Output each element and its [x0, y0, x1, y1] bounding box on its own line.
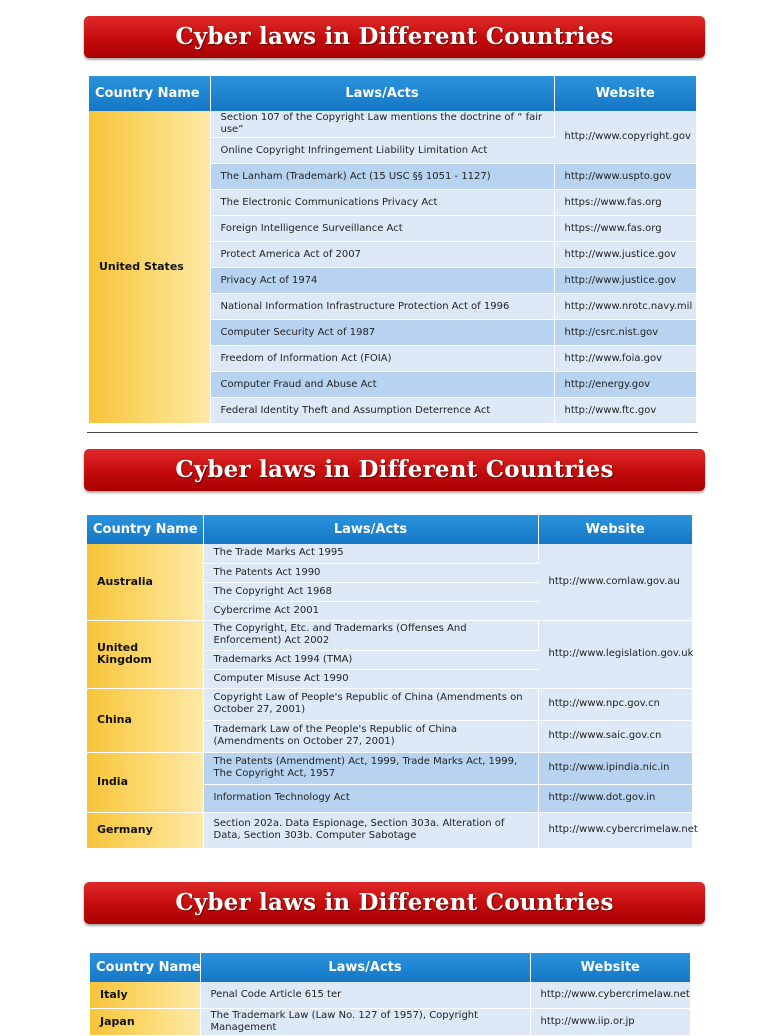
country-united-states: United States	[89, 111, 210, 424]
law-act: Privacy Act of 1974	[210, 268, 554, 294]
website-link[interactable]: http://www.iip.or.jp	[530, 1008, 690, 1035]
law-act: Trademark Law of the People's Republic of China (Amendments on October 27, 2001)	[203, 720, 538, 752]
website-link[interactable]: http://www.ipindia.nic.in	[538, 752, 692, 784]
website-link[interactable]: http://www.cybercrimelaw.net	[530, 982, 690, 1008]
intl-laws-table-continued	[90, 953, 690, 1036]
website-link[interactable]: http://www.comlaw.gov.au	[538, 544, 692, 620]
website-link[interactable]: http://energy.gov	[554, 372, 696, 398]
website-link[interactable]: http://www.foia.gov	[554, 346, 696, 372]
country-italy: Italy	[90, 982, 200, 1008]
website-link[interactable]: http://csrc.nist.gov	[554, 320, 696, 346]
country-name-header: Country Name	[89, 76, 210, 111]
law-act: Computer Fraud and Abuse Act	[210, 372, 554, 398]
website-link[interactable]: http://www.uspto.gov	[554, 164, 696, 190]
law-act: The Trade Marks Act 1995	[203, 544, 538, 563]
table-header-row	[90, 953, 690, 982]
law-act: Cybercrime Act 2001	[203, 601, 538, 620]
law-act: Foreign Intelligence Surveillance Act	[210, 216, 554, 242]
website-link[interactable]: http://www.cybercrimelaw.net	[538, 812, 692, 848]
laws-acts-header: Laws/Acts	[203, 515, 538, 544]
law-act: Federal Identity Theft and Assumption Deterrence Act	[210, 398, 554, 424]
table-row	[87, 620, 692, 650]
law-act: The Copyright, Etc. and Trademarks (Offenses And Enforcement) Act 2002	[203, 620, 538, 650]
website-link[interactable]: http://www.dot.gov.in	[538, 784, 692, 812]
website-link[interactable]: http://www.saic.gov.cn	[538, 720, 692, 752]
country-name-header: Country Name	[90, 953, 200, 982]
law-act: The Patents Act 1990	[203, 563, 538, 582]
law-act: The Patents (Amendment) Act, 1999, Trade Marks Act, 1999, The Copyright Act, 1957	[203, 752, 538, 784]
laws-acts-header: Laws/Acts	[210, 76, 554, 111]
website-header: Website	[530, 953, 690, 982]
table-row	[90, 982, 690, 1008]
country-australia: Australia	[87, 544, 203, 620]
website-link[interactable]: http://www.nrotc.navy.mil	[554, 294, 696, 320]
website-link[interactable]: http://www.npc.gov.cn	[538, 688, 692, 720]
divider-line	[87, 432, 698, 433]
slide-title-2: Cyber laws in Different Countries	[84, 449, 705, 491]
law-act: The Copyright Act 1968	[203, 582, 538, 601]
table-header-row	[87, 515, 692, 544]
slide-title-3: Cyber laws in Different Countries	[84, 882, 705, 924]
table-header-row	[89, 76, 696, 111]
table-row	[87, 544, 692, 563]
country-name-header: Country Name	[87, 515, 203, 544]
law-act: Copyright Law of People's Republic of China (Amendments on October 27, 2001)	[203, 688, 538, 720]
intl-laws-table	[87, 515, 698, 849]
table-row	[90, 1008, 690, 1035]
website-header: Website	[538, 515, 692, 544]
law-act: Computer Misuse Act 1990	[203, 669, 538, 688]
website-link[interactable]: http://www.justice.gov	[554, 242, 696, 268]
slide-title-1: Cyber laws in Different Countries	[84, 16, 705, 58]
law-act: Protect America Act of 2007	[210, 242, 554, 268]
table-row	[87, 752, 692, 784]
country-japan: Japan	[90, 1008, 200, 1035]
law-act: The Electronic Communications Privacy Act	[210, 190, 554, 216]
website-link[interactable]: https://www.fas.org	[554, 216, 696, 242]
law-act: Computer Security Act of 1987	[210, 320, 554, 346]
country-india: India	[87, 752, 203, 812]
country-united-kingdom: United Kingdom	[87, 620, 203, 688]
laws-acts-header: Laws/Acts	[200, 953, 530, 982]
table-row	[89, 111, 696, 138]
law-act: Section 202a. Data Espionage, Section 303a. Alteration of Data, Section 303b. Computer Sabotage	[203, 812, 538, 848]
us-laws-table	[89, 76, 696, 424]
country-germany: Germany	[87, 812, 203, 848]
website-header: Website	[554, 76, 696, 111]
law-act: The Trademark Law (Law No. 127 of 1957), Copyright Management	[200, 1008, 530, 1035]
law-act: Section 107 of the Copyright Law mentions the doctrine of “ fair use”	[210, 111, 554, 138]
country-china: China	[87, 688, 203, 752]
law-act: National Information Infrastructure Protection Act of 1996	[210, 294, 554, 320]
law-act: Online Copyright Infringement Liability Limitation Act	[210, 138, 554, 164]
law-act: The Lanham (Trademark) Act (15 USC §§ 1051 - 1127)	[210, 164, 554, 190]
law-act: Penal Code Article 615 ter	[200, 982, 530, 1008]
website-link[interactable]: http://www.ftc.gov	[554, 398, 696, 424]
website-link[interactable]: http://www.legislation.gov.uk	[538, 620, 692, 688]
website-link[interactable]: http://www.justice.gov	[554, 268, 696, 294]
law-act: Freedom of Information Act (FOIA)	[210, 346, 554, 372]
law-act: Information Technology Act	[203, 784, 538, 812]
website-link[interactable]: http://www.copyright.gov	[554, 111, 696, 164]
table-row	[87, 688, 692, 720]
table-row	[87, 812, 692, 848]
website-link[interactable]: https://www.fas.org	[554, 190, 696, 216]
law-act: Trademarks Act 1994 (TMA)	[203, 650, 538, 669]
